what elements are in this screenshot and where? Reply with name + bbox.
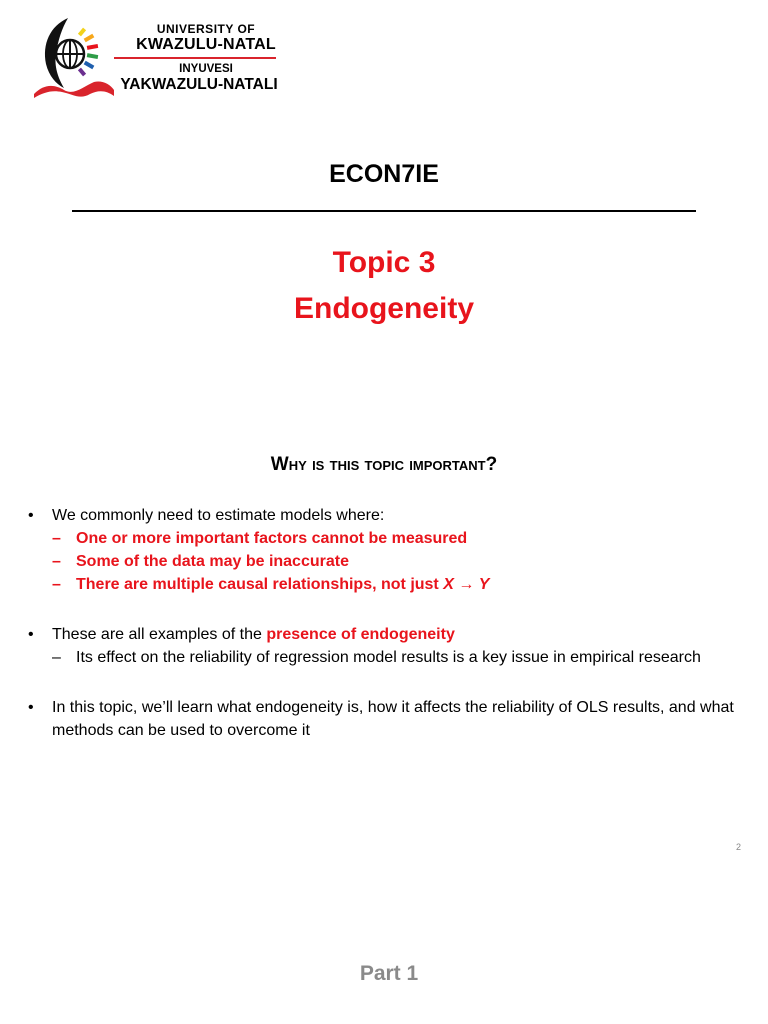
topic-number: Topic 3 — [332, 246, 436, 279]
shield-emblem-icon — [32, 14, 114, 100]
bullet-icon: • — [28, 626, 34, 643]
slide-page-number: 2 — [736, 842, 742, 852]
bullet-item — [28, 504, 740, 527]
university-logo — [32, 14, 282, 100]
course-code: ECON7IE — [329, 160, 439, 188]
bullet-list — [28, 504, 740, 742]
sub-bullet-text: Some of the data may be inaccurate — [76, 553, 349, 570]
bullet-item — [28, 696, 740, 742]
dash-icon: – — [52, 530, 61, 547]
bullet-text: We commonly need to estimate models where: — [52, 507, 385, 524]
dash-icon: – — [52, 553, 61, 570]
logo-divider — [114, 57, 276, 59]
title-divider — [72, 210, 696, 212]
dash-icon: – — [52, 576, 61, 593]
footer-part-label: Part 1 — [359, 962, 419, 985]
bullet-text: In this topic, we’ll learn what endogeneity is, how it affects the reliability of OLS results, and what methods can be used to overcome it — [52, 699, 734, 739]
bullet-icon: • — [28, 699, 34, 716]
sub-bullet-text: One or more important factors cannot be measured — [76, 530, 468, 547]
sub-bullet-item — [28, 527, 740, 550]
bullet-item — [28, 623, 740, 646]
logo-line-kwazulu-natal: KWAZULU-NATAL — [136, 36, 276, 53]
bullet-emphasis: presence of endogeneity — [266, 626, 455, 643]
dash-icon: – — [52, 649, 61, 666]
bullet-text: These are all examples of the — [52, 626, 267, 643]
topic-name: Endogeneity — [293, 292, 474, 325]
slide-heading: Why is this topic important? — [270, 454, 498, 475]
arrow-icon: → — [458, 576, 475, 593]
logo-line-university-of: UNIVERSITY OF — [156, 22, 256, 36]
variable-y: Y — [478, 576, 490, 593]
sub-bullet-item — [28, 573, 740, 596]
logo-line-inyuvesi: INYUVESI — [179, 63, 233, 75]
topic-title — [0, 240, 768, 332]
variable-x: X — [443, 576, 454, 593]
sub-bullet-text: Its effect on the reliability of regression model results is a key issue in empirical research — [76, 649, 701, 666]
sub-bullet-item — [28, 550, 740, 573]
logo-line-yakwazulu-natali: YAKWAZULU-NATALI — [120, 76, 278, 93]
bullet-icon: • — [28, 507, 34, 524]
sub-bullet-text: There are multiple causal relationships, not just — [76, 576, 444, 593]
sub-bullet-item — [28, 646, 740, 669]
